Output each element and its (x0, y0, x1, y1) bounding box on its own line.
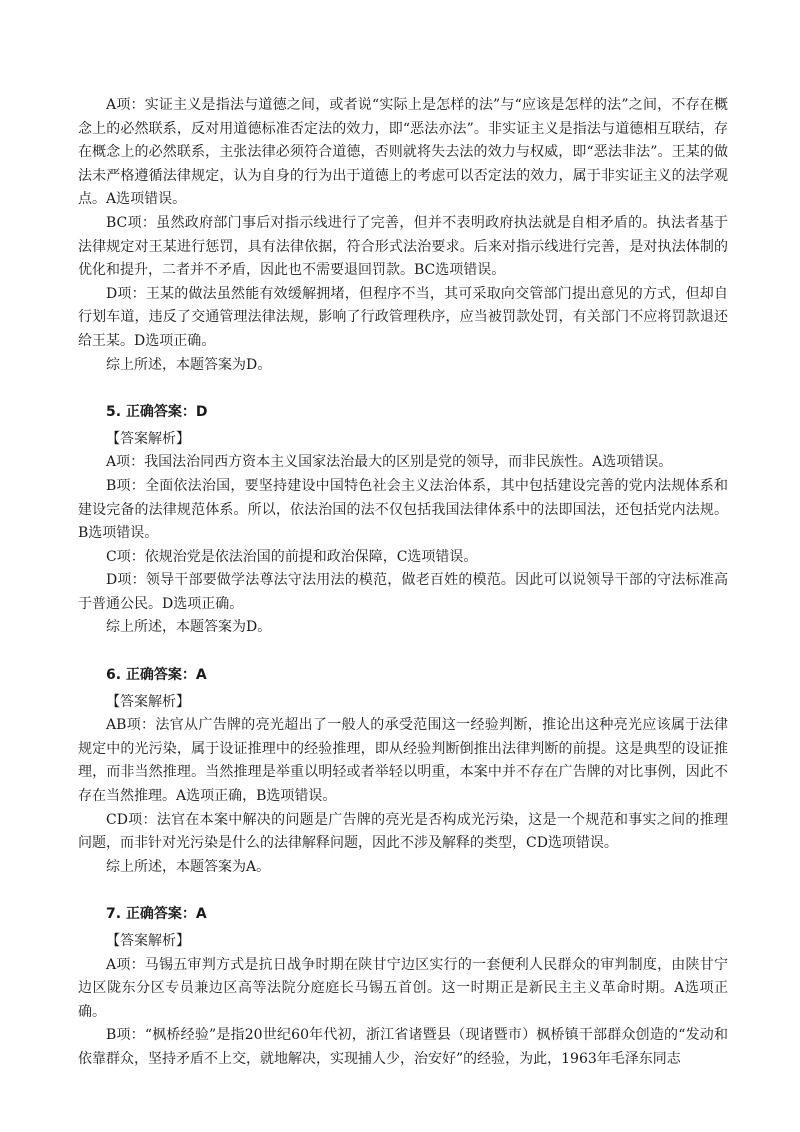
paragraph: BC项：虽然政府部门事后对指示线进行了完善，但并不表明政府执法就是自相矛盾的。执法者基于法律规定对王某进行惩罚，具有法律依据，符合形式法治要求。后来对指示线进行完善，是对执法体制的优化和提升，二者并不矛盾，因此也不需要退回罚款。BC选项错误。 (78, 214, 728, 279)
paragraph: 综上所述，本题答案为D。 (106, 619, 272, 636)
paragraph: A项：实证主义是指法与道德之间，或者说“实际上是怎样的法”与“应该是怎样的法”之间，不存在概念上的必然联系，反对用道德标准否定法的效力，即“恶法亦法”。非实证主义是指法与道德相互联结，存在概念上的必然联系，主张法律必须符合道德，否则就将失去法的效力与权威，即“恶法非法”。王某的做法未严格遵循法律规定，认为自身的行为出于道德上的考虑可以否定法的效力，属于非实证主义的法学观点。A选项错误。 (78, 97, 728, 208)
paragraph: B项：全面依法治国，要坚持建设中国特色社会主义法治体系，其中包括建设完善的党内法规体系和建设完备的法律规范体系。所以，依法治国的法不仅包括我国法律体系中的法即国法，还包括党内法规。B选项错误。 (78, 477, 728, 542)
document-page (78, 94, 728, 1072)
paragraph: A项：我国法治同西方资本主义国家法治最大的区别是党的领导，而非民族性。A选项错误。 (106, 454, 673, 471)
paragraph: B项：“枫桥经验”是指20世纪60年代初，浙江省诸暨县（现诸暨市）枫桥镇干部群众创造的“发动和依靠群众，坚持矛盾不上交，就地解决，实现捕人少，治安好”的经验，为此，1963年毛泽东同志 (78, 1027, 728, 1067)
analysis-label: 【答案解析】 (106, 933, 190, 949)
question-answer-heading: 7. 正确答案：A (106, 906, 207, 923)
paragraph: AB项：法官从广告牌的亮光超出了一般人的承受范围这一经验判断，推论出这种亮光应该属于法律规定中的光污染，属于设证推理中的经验推理，即从经验判断倒推出法律判断的前提。这是典型的设证推理，而非当然推理。当然推理是举重以明轻或者举轻以明重，本案中并不存在广告牌的对比事例，因此不存在当然推理。A选项正确，B选项错误。 (78, 717, 728, 805)
paragraph: CD项：法官在本案中解决的问题是广告牌的亮光是否构成光污染，这是一个规范和事实之间的推理问题，而非针对光污染是什么的法律解释问题，因此不涉及解释的类型，CD选项错误。 (78, 811, 728, 852)
paragraph: D项：王某的做法虽然能有效缓解拥堵，但程序不当，其可采取向交管部门提出意见的方式，但却自行划车道，违反了交通管理法律法规，影响了行政管理秩序，应当被罚款处罚，有关部门不应将罚款退还给王某。D选项正确。 (78, 285, 728, 349)
paragraph: D项：领导干部要做学法尊法守法用法的模范，做老百姓的模范。因此可以说领导干部的守法标准高于普通公民。D选项正确。 (78, 572, 728, 612)
paragraph: A项：马锡五审判方式是抗日战争时期在陕甘宁边区实行的一套便利人民群众的审判制度，由陕甘宁边区陇东分区专员兼边区高等法院分庭庭长马锡五首创。这一时期正是新民主主义革命时期。A选项正确。 (78, 956, 728, 1020)
paragraph: C项：依规治党是依法治国的前提和政治保障，C选项错误。 (106, 548, 478, 565)
analysis-label: 【答案解析】 (106, 693, 190, 710)
paragraph: 综上所述，本题答案为D。 (106, 356, 272, 373)
question-answer-heading: 6. 正确答案：A (106, 667, 207, 684)
question-answer-heading: 5. 正确答案：D (106, 404, 208, 421)
analysis-label: 【答案解析】 (106, 430, 190, 447)
paragraph: 综上所述，本题答案为A。 (106, 858, 271, 875)
